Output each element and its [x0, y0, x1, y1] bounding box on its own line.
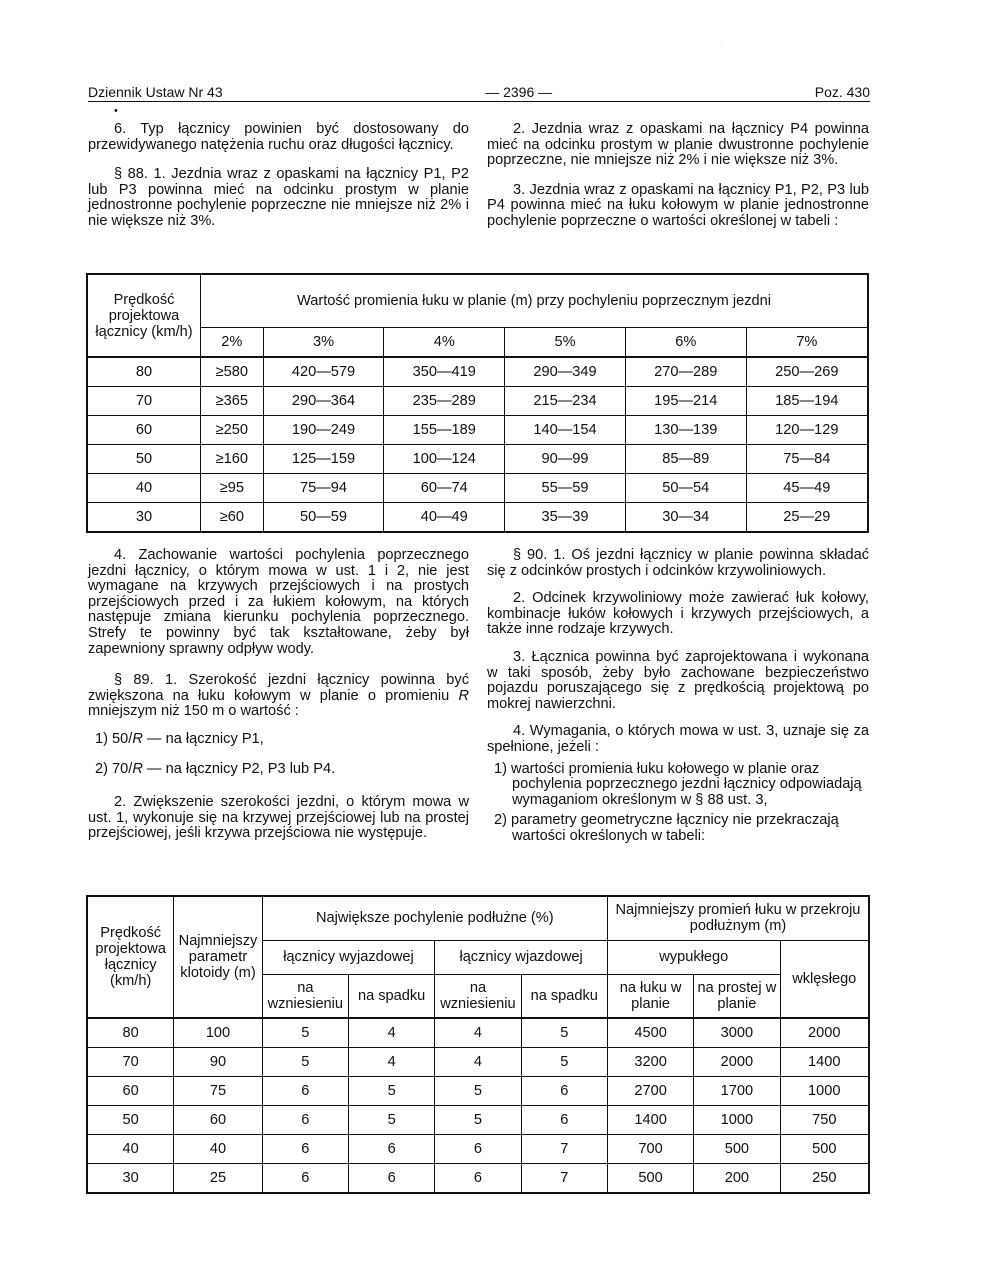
- table-row: [87, 1077, 869, 1106]
- table-row: [87, 445, 868, 474]
- value-cell: ≥580: [201, 357, 264, 387]
- downhill-header: na spadku: [348, 974, 434, 1018]
- text-span: § 89. 1. Szerokość jezdni łącznicy powinna być zwiększona na łuku kołowym w planie o promieniu: [88, 672, 469, 704]
- col-header: 3%: [263, 328, 384, 358]
- value-cell: 6: [435, 1135, 521, 1164]
- value-cell: 5: [435, 1106, 521, 1135]
- condition-2: 2) parametry geometryczne łącznicy nie przekraczają wartości określonych w tabeli:: [494, 812, 839, 844]
- value-cell: 1400: [607, 1106, 693, 1135]
- value-cell: 4500: [607, 1018, 693, 1048]
- value-cell: 55—59: [505, 474, 626, 503]
- value-cell: 290—349: [505, 357, 626, 387]
- bullet-mark: •: [114, 105, 118, 117]
- col-header: 5%: [505, 328, 626, 358]
- value-cell: 6: [262, 1135, 348, 1164]
- value-cell: 25—29: [746, 503, 868, 533]
- value-cell: 75: [174, 1077, 262, 1106]
- value-cell: 500: [607, 1164, 693, 1194]
- uphill-header: na wzniesieniu: [435, 974, 521, 1018]
- speed-cell: 40: [87, 1135, 174, 1164]
- value-cell: 6: [435, 1164, 521, 1194]
- speed-header: Prędkość projektowa łącznicy (km/h): [87, 274, 201, 357]
- value-cell: 50—54: [625, 474, 746, 503]
- geometry-table-body: [87, 1018, 869, 1193]
- vertical-radius-header: Najmniejszy promień łuku w przekroju podłużnym (m): [607, 896, 869, 940]
- paragraph-90-4: 4. Wymagania, o których mowa w ust. 3, uznaje się za spełnione, jeżeli :: [487, 723, 869, 755]
- paragraph-88-3: 3. Jezdnia wraz z opaskami na łącznicy P1, P2, P3 lub P4 powinna mieć na łuku kołowym w planie jednostronne pochylenie poprzeczne o wartości określonej w tabeli :: [487, 181, 869, 229]
- table-row: [87, 1018, 869, 1048]
- table-row: [87, 1135, 869, 1164]
- speed-header: Prędkość projektowa łącznicy (km/h): [87, 896, 174, 1018]
- convex-header: wypukłego: [607, 940, 780, 974]
- value-cell: 2700: [607, 1077, 693, 1106]
- concave-header: wklęsłego: [780, 940, 869, 1018]
- value-cell: 1700: [694, 1077, 780, 1106]
- value-cell: 6: [262, 1077, 348, 1106]
- value-cell: 250: [780, 1164, 869, 1194]
- value-cell: ≥95: [201, 474, 264, 503]
- value-cell: 60: [174, 1106, 262, 1135]
- page-header: [88, 82, 870, 102]
- paragraph-90-2: 2. Odcinek krzywoliniowy może zawierać łuk kołowy, kombinacje łuków kołowych i krzywych przejściowych, a także inne rodzaje krzywych.: [487, 590, 869, 638]
- radius-symbol: R: [458, 687, 469, 704]
- col-header: 7%: [746, 328, 868, 358]
- value-cell: 1400: [780, 1048, 869, 1077]
- value-cell: 1000: [780, 1077, 869, 1106]
- table-row: [87, 474, 868, 503]
- value-cell: 2000: [780, 1018, 869, 1048]
- speed-cell: 70: [87, 387, 201, 416]
- text-span: mniejszym niż 150 m o wartość :: [88, 703, 299, 720]
- value-cell: 130—139: [625, 416, 746, 445]
- value-cell: 7: [521, 1135, 607, 1164]
- table-row: [87, 1164, 869, 1194]
- radius-table: [86, 273, 869, 533]
- item-2: [95, 762, 469, 778]
- value-cell: 100—124: [384, 445, 505, 474]
- value-cell: 100: [174, 1018, 262, 1048]
- value-cell: ≥60: [201, 503, 264, 533]
- value-cell: 5: [435, 1077, 521, 1106]
- value-cell: 25: [174, 1164, 262, 1194]
- value-cell: 40: [174, 1135, 262, 1164]
- speed-cell: 50: [87, 445, 201, 474]
- condition-1: 1) wartości promienia łuku kołowego w planie oraz pochylenia poprzecznego jezdni łącznicy odpowiadają wymaganiom określonym w § 88 ust. 3,: [494, 760, 862, 808]
- paragraph-6: 6. Typ łącznicy powinien być dostosowany do przewidywanego natężenia ruchu oraz długości łącznicy.: [88, 121, 469, 153]
- value-cell: 6: [521, 1077, 607, 1106]
- right-column-middle: [487, 548, 869, 850]
- value-cell: 5: [262, 1048, 348, 1077]
- value-cell: 6: [348, 1164, 434, 1194]
- col-header: 4%: [384, 328, 505, 358]
- speed-cell: 60: [87, 1077, 174, 1106]
- uphill-header: na wzniesieniu: [262, 974, 348, 1018]
- on-arc-header: na łuku w planie: [607, 974, 693, 1018]
- table-row: [87, 357, 868, 387]
- paragraph-89-1: [88, 673, 469, 720]
- speed-cell: 80: [87, 357, 201, 387]
- value-cell: 125—159: [263, 445, 384, 474]
- radius-group-header: Wartość promienia łuku w planie (m) przy pochyleniu poprzecznym jezdni: [201, 274, 869, 328]
- value-cell: 4: [435, 1018, 521, 1048]
- value-cell: 195—214: [625, 387, 746, 416]
- value-cell: 120—129: [746, 416, 868, 445]
- radius-table-body: [87, 357, 868, 532]
- value-cell: 3000: [694, 1018, 780, 1048]
- radius-symbol: R: [132, 730, 143, 747]
- value-cell: 200: [694, 1164, 780, 1194]
- radius-symbol: R: [132, 760, 143, 777]
- value-cell: 185—194: [746, 387, 868, 416]
- table-row: [87, 1048, 869, 1077]
- value-cell: 750: [780, 1106, 869, 1135]
- value-cell: 4: [348, 1018, 434, 1048]
- value-cell: 350—419: [384, 357, 505, 387]
- table-row: [87, 416, 868, 445]
- left-column-middle: [88, 548, 469, 855]
- right-column-top: [487, 122, 869, 243]
- value-cell: 4: [348, 1048, 434, 1077]
- value-cell: 250—269: [746, 357, 868, 387]
- col-header: 6%: [625, 328, 746, 358]
- value-cell: 2000: [694, 1048, 780, 1077]
- value-cell: 75—84: [746, 445, 868, 474]
- paragraph-90-3: 3. Łącznica powinna być zaprojektowana i wykonana w taki sposób, żeby było zachowane bezpieczeństwo pojazdu poruszającego się z prędkością projektową po mokrej nawierzchni.: [487, 648, 869, 712]
- value-cell: 5: [521, 1048, 607, 1077]
- clothoid-header: Najmniejszy parametr klotoidy (m): [174, 896, 262, 1018]
- value-cell: ≥160: [201, 445, 264, 474]
- text-span: — na łącznicy P1,: [142, 730, 264, 747]
- paragraph-88-1: § 88. 1. Jezdnia wraz z opaskami na łącznicy P1, P2 lub P3 powinna mieć na odcinku prostym w planie jednostronne pochylenie poprzeczne nie mniejsze niż 2% i nie większe niż 3%.: [88, 166, 469, 229]
- value-cell: 420—579: [263, 357, 384, 387]
- value-cell: 3200: [607, 1048, 693, 1077]
- paragraph-89-2: 2. Zwiększenie szerokości jezdni, o którym mowa w ust. 1, wykonuje się na krzywej przejściowej lub na prostej przejściowej, jeśli krzywa przejściowa nie występuje.: [88, 794, 469, 842]
- value-cell: 7: [521, 1164, 607, 1194]
- value-cell: 40—49: [384, 503, 505, 533]
- value-cell: 290—364: [263, 387, 384, 416]
- value-cell: 500: [694, 1135, 780, 1164]
- value-cell: ≥250: [201, 416, 264, 445]
- value-cell: 140—154: [505, 416, 626, 445]
- text-span: — na łącznicy P2, P3 lub P4.: [142, 760, 336, 777]
- speed-cell: 30: [87, 1164, 174, 1194]
- value-cell: 190—249: [263, 416, 384, 445]
- value-cell: 90: [174, 1048, 262, 1077]
- value-cell: 60—74: [384, 474, 505, 503]
- value-cell: 215—234: [505, 387, 626, 416]
- value-cell: 4: [435, 1048, 521, 1077]
- value-cell: 6: [521, 1106, 607, 1135]
- speed-cell: 70: [87, 1048, 174, 1077]
- col-header: 2%: [201, 328, 264, 358]
- value-cell: 85—89: [625, 445, 746, 474]
- speed-cell: 40: [87, 474, 201, 503]
- value-cell: 500: [780, 1135, 869, 1164]
- text-span: 1) 50/: [95, 730, 133, 747]
- header-divider: [88, 101, 870, 102]
- value-cell: 6: [262, 1164, 348, 1194]
- value-cell: 35—39: [505, 503, 626, 533]
- exit-ramp-header: łącznicy wyjazdowej: [262, 940, 435, 974]
- value-cell: 50—59: [263, 503, 384, 533]
- value-cell: 75—94: [263, 474, 384, 503]
- page-number: — 2396 —: [485, 84, 553, 100]
- value-cell: 1000: [694, 1106, 780, 1135]
- journal-name: Dziennik Ustaw Nr 43: [88, 84, 223, 100]
- value-cell: 45—49: [746, 474, 868, 503]
- position-number: Poz. 430: [814, 84, 870, 100]
- paragraph-88-4: 4. Zachowanie wartości pochylenia poprzecznego jezdni łącznicy, o którym mowa w ust. 1 i 2, nie jest wymagane na krzywych przejściowych i na prostych przejściowych przed i za łukiem kołowym, na których następuje zmiana kierunku pochylenia poprzecznego. Strefy te powinny być tak kształtowane, żeby był zapewniony sprawny odpływ wody.: [88, 547, 469, 657]
- value-cell: 5: [348, 1077, 434, 1106]
- scan-speck: ·: [720, 38, 723, 47]
- speed-cell: 60: [87, 416, 201, 445]
- value-cell: 155—189: [384, 416, 505, 445]
- value-cell: 5: [348, 1106, 434, 1135]
- downhill-header: na spadku: [521, 974, 607, 1018]
- value-cell: 5: [521, 1018, 607, 1048]
- table-row: [87, 1106, 869, 1135]
- table-row: [87, 503, 868, 533]
- value-cell: 6: [348, 1135, 434, 1164]
- value-cell: 700: [607, 1135, 693, 1164]
- value-cell: 90—99: [505, 445, 626, 474]
- value-cell: 235—289: [384, 387, 505, 416]
- on-straight-header: na prostej w planie: [694, 974, 780, 1018]
- table-row: [87, 387, 868, 416]
- item-1: [95, 732, 469, 748]
- speed-cell: 30: [87, 503, 201, 533]
- paragraph-90-1: § 90. 1. Oś jezdni łącznicy w planie powinna składać się z odcinków prostych i odcinków krzywoliniowych.: [487, 547, 869, 579]
- value-cell: ≥365: [201, 387, 264, 416]
- paragraph-88-2: 2. Jezdnia wraz z opaskami na łącznicy P4 powinna mieć na odcinku prostym w planie dwustronne pochylenie poprzeczne, nie mniejsze niż 2% i nie większe niż 3%.: [487, 121, 869, 169]
- geometry-table: [86, 895, 870, 1194]
- entry-ramp-header: łącznicy wjazdowej: [435, 940, 608, 974]
- left-column-top: [88, 122, 469, 243]
- slope-header: Największe pochylenie podłużne (%): [262, 896, 607, 940]
- value-cell: 5: [262, 1018, 348, 1048]
- value-cell: 30—34: [625, 503, 746, 533]
- speed-cell: 50: [87, 1106, 174, 1135]
- text-span: 2) 70/: [95, 760, 133, 777]
- speed-cell: 80: [87, 1018, 174, 1048]
- value-cell: 270—289: [625, 357, 746, 387]
- value-cell: 6: [262, 1106, 348, 1135]
